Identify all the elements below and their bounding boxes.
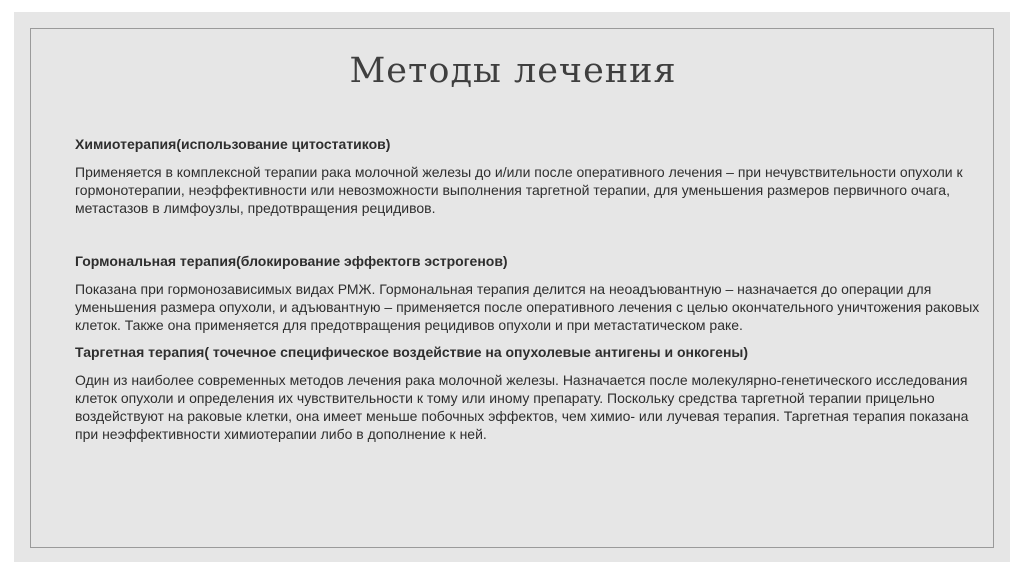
section-heading: Таргетная терапия( точечное специфическое воздействие на опухолевые антигены и онкогены) xyxy=(75,344,749,360)
slide-title: Методы лечения xyxy=(349,51,677,91)
section-text: Показана при гормонозависимых видах РМЖ. Гормональная терапия делится на неоадъювантную – назначается до операции для уменьшения размера опухоли, и адъювантную – применяется после оперативного лечения с целью окончательного уничтожения раковых клеток. Также она применяется для предотвращения рецидивов опухоли и при метастатическом раке. xyxy=(75,281,980,333)
slide xyxy=(14,12,1010,562)
section-targeted-therapy xyxy=(75,343,980,443)
slide-content xyxy=(75,135,980,443)
section-heading: Химиотерапия(использование цитостатиков) xyxy=(75,136,391,152)
section-text: Применяется в комплексной терапии рака молочной железы до и/или после оперативного лечения – при нечувствительности опухоли к гормонотерапии, неэффективности или невозможности выполнения таргетной терапии, для уменьшения размеров первичного очага, метастазов в лимфоузлы, предотвращения рецидивов. xyxy=(75,164,963,216)
section-text: Один из наиболее современных методов лечения рака молочной железы. Назначается после молекулярно-генетического исследования клеток опухоли и определения их чувствительности к тому или иному препарату. Поскольку средства таргетной терапии прицельно воздействуют на раковые клетки, она имеет меньше побочных эффектов, чем химио- или лучевая терапия. Таргетная терапия показана при неэффективности химиотерапии либо в дополнение к ней. xyxy=(75,372,969,442)
section-heading: Гормональная терапия(блокирование эффектогв эстрогенов) xyxy=(75,253,508,269)
section-hormone-therapy xyxy=(75,252,980,334)
section-chemotherapy xyxy=(75,135,980,217)
slide-frame xyxy=(30,28,994,548)
